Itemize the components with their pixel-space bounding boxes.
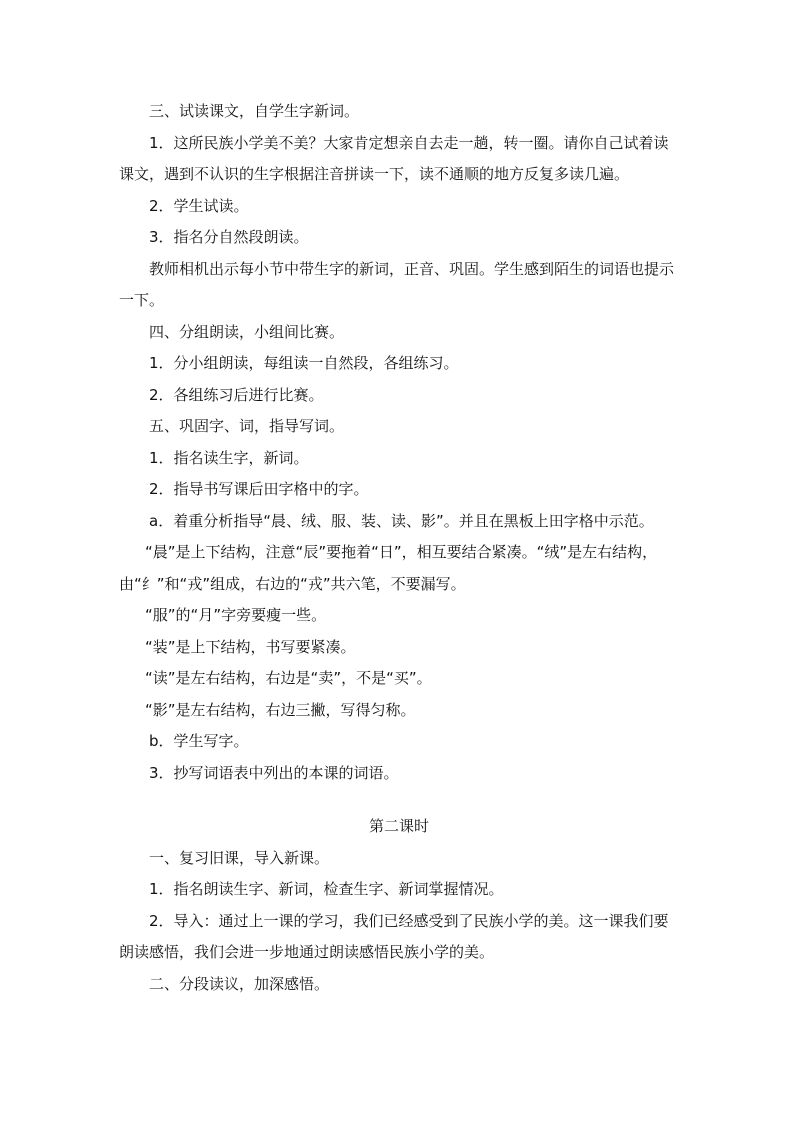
paragraph: b．学生写字。 — [149, 732, 249, 750]
paragraph: “影”是左右结构，右边三撇，写得匀称。 — [145, 700, 416, 719]
paragraph: 2．各组练习后进行比赛。 — [149, 385, 324, 404]
heading-step-1: 一、复习旧课，导入新课。 — [149, 848, 330, 867]
paragraph: 1．指名读生字，新词。 — [149, 448, 309, 467]
section-spacer — [119, 789, 679, 811]
paragraph: 2．学生试读。 — [149, 196, 249, 215]
heading-step-3: 三、试读课文，自学生字新词。 — [149, 102, 360, 120]
paragraph: 1．指名朗读生字、新词，检查生字、新词掌握情况。 — [149, 880, 504, 898]
paragraph: “晨”是上下结构，注意“辰”要拖着“日”，相互要结合紧凑。“绒”是左右结构，由“纟”和“戎”组成，右边的“戎”共六笔，不要漏写。 — [119, 543, 658, 593]
heading-step-5: 五、巩固字、词，指导写词。 — [149, 417, 345, 435]
paragraph: “读”是左右结构，右边是“卖”，不是“买”。 — [145, 669, 432, 687]
paragraph: 3．指名分自然段朗读。 — [149, 228, 309, 246]
paragraph: 2．指导书写课后田字格中的字。 — [149, 480, 369, 498]
paragraph: 教师相机出示每小节中带生字的新词，正音、巩固。学生感到陌生的词语也提示一下。 — [119, 259, 675, 309]
paragraph: “装”是上下结构，书写要紧凑。 — [145, 637, 356, 656]
heading-step-2: 二、分段读议，加深感悟。 — [149, 974, 330, 993]
paragraph: a．着重分析指导“晨、绒、服、装、读、影”。并且在黑板上田字格中示范。 — [149, 511, 654, 530]
section-title: 第二课时 — [368, 817, 429, 835]
paragraph: 1．这所民族小学美不美？大家肯定想亲自去走一趟，转一圈。请你自己试着读课文，遇到不认识的生字根据注音拼读一下，读不通顺的地方反复多读几遍。 — [119, 133, 669, 183]
document-body — [119, 96, 679, 1000]
paragraph: “服”的“月”字旁要瘦一些。 — [145, 606, 327, 624]
paragraph: 1．分小组朗读，每组读一自然段，各组练习。 — [149, 354, 459, 372]
paragraph: 2．导入：通过上一课的学习，我们已经感受到了民族小学的美。这一课我们要朗读感悟，我们会进一步地通过朗读感悟民族小学的美。 — [119, 911, 669, 961]
heading-step-4: 四、分组朗读，小组间比赛。 — [149, 322, 345, 341]
paragraph: 3．抄写词语表中列出的本课的词语。 — [149, 763, 399, 782]
